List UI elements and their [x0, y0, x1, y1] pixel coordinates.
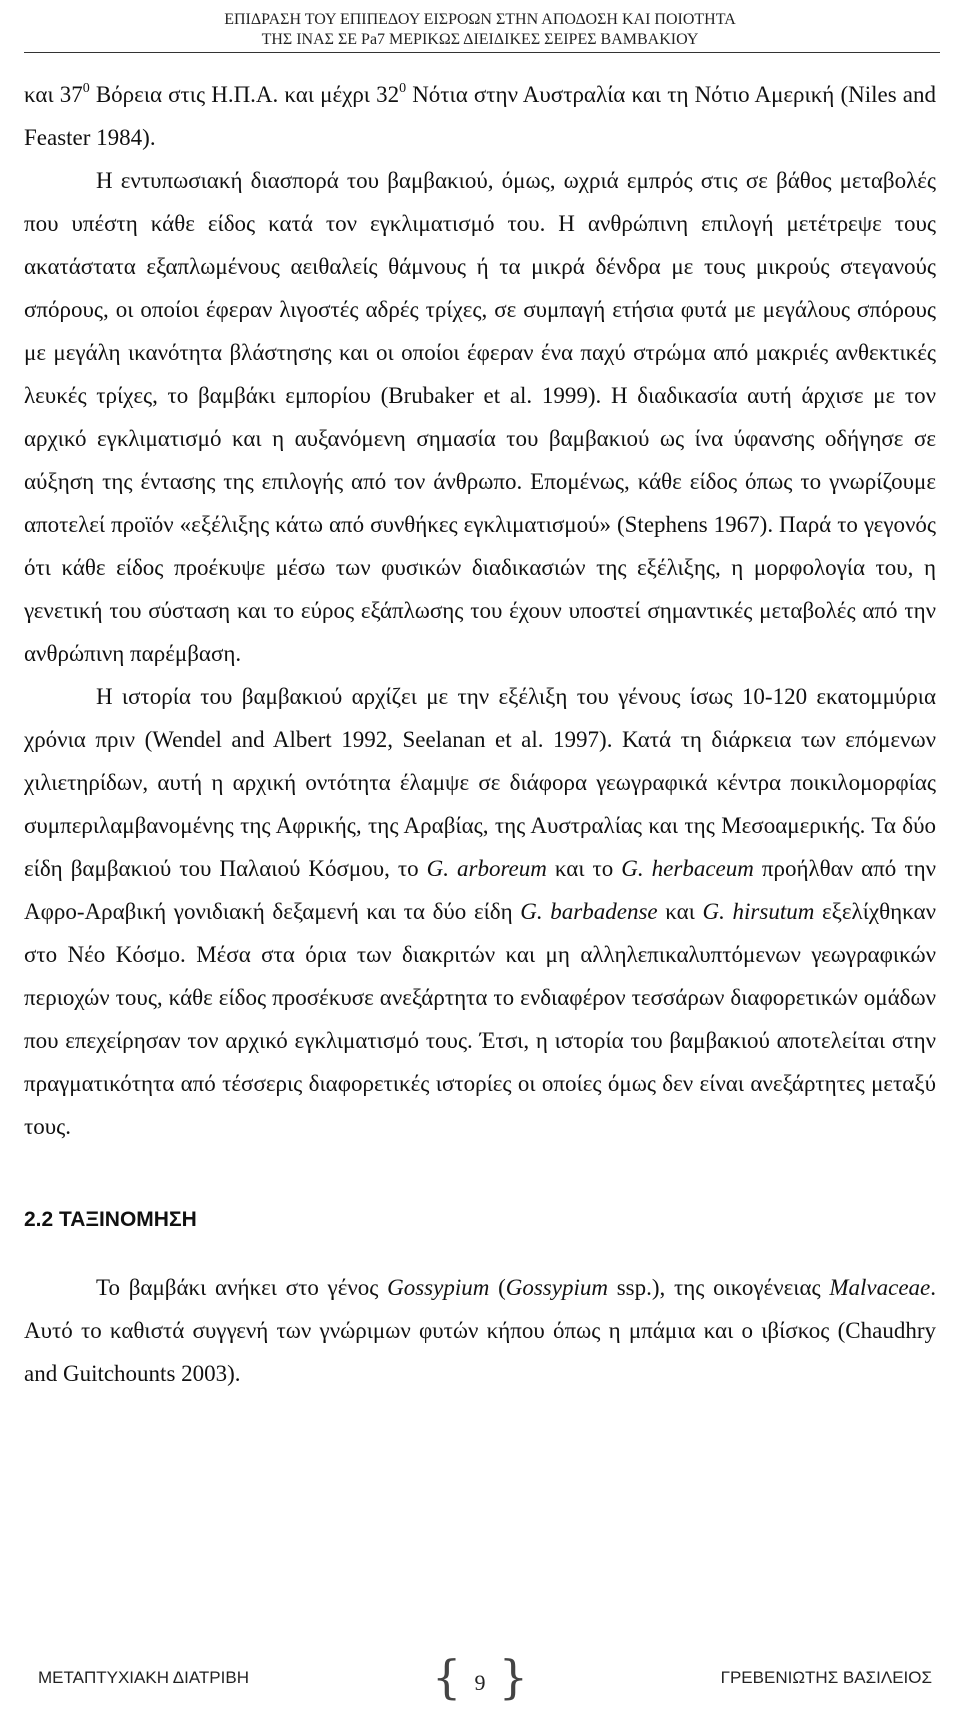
genus-name: Gossypium: [387, 1275, 490, 1300]
paragraph-4: Το βαμβάκι ανήκει στο γένος Gossypium (Gossypium ssp.), της οικογένειας Malvaceae. Αυτό το καθιστά συγγενή των γνώριμων φυτών κήπου όπως η μπάμια και ο ιβίσκος (Chaudhry and Guitchounts 2003).: [24, 1275, 936, 1386]
running-footer: [24, 1650, 940, 1704]
header-rule: [24, 52, 940, 53]
page-number-box: [432, 1650, 528, 1706]
species-name: G. barbadense: [520, 899, 658, 924]
species-name: G. hirsutum: [702, 899, 815, 924]
running-header: [0, 10, 960, 50]
superscript-degree: 0: [82, 81, 90, 96]
body-text: [24, 73, 936, 1395]
paragraph-3: Η ιστορία του βαμβακιού αρχίζει με την εξέλιξη του γένους ίσως 10-120 εκατομμύρια χρόνια πριν (Wendel and Albert 1992, Seelanan et al. 1997). Κατά τη διάρκεια των επόμενων χιλιετηρίδων, αυτή η αρχική οντότητα έλαμψε σε διάφορα γεωγραφικά κέντρα ποικιλομορφίας συμπεριλαμβανομένης της Αφρικής, της Αραβίας, της Αυστραλίας και της Μεσοαμερικής. Τα δύο είδη βαμβακιού του Παλαιού Κόσμου, το G. arboreum και το G. herbaceum προήλθαν από την Αφρο-Αραβική γονιδιακή δεξαμενή και τα δύο είδη G. barbadense και G. hirsutum εξελίχθηκαν στο Νέο Κόσμο. Μέσα στα όρια των διακριτών και μη αλληλεπικαλυπτόμενων γεωγραφικών περιοχών τους, κάθε είδος προσέκυσε ανεξάρτητα το ενδιαφέρον τεσσάρων διαφορετικών ομάδων που επεχείρησαν τον αρχικό εγκλιματισμό τους. Έτσι, η ιστορία του βαμβακιού αποτελείται στην πραγματικότητα από τέσσερις διαφορετικές ιστορίες οι οποίες όμως δεν είναι ανεξάρτητες μεταξύ τους.: [24, 684, 936, 1139]
species-name: G. herbaceum: [621, 856, 754, 881]
family-name: Malvaceae: [829, 1275, 931, 1300]
superscript-degree: 0: [399, 81, 407, 96]
paragraph-1: και $37^0$ Βόρεια στις Η.Π.Α. και μέχρι $32^0$ Νότια στην Αυστραλία και τη Νότιο Αμερική (Niles and Feaster 1984).: [24, 81, 936, 150]
species-name: G. arboreum: [426, 856, 547, 881]
footer-right-text: ΓΡΕΒΕΝΙΩΤΗΣ ΒΑΣΙΛΕΙΟΣ: [720, 1668, 932, 1687]
left-brace-icon: {: [432, 1650, 462, 1704]
footer-left-text: ΜΕΤΑΠΤΥΧΙΑΚΗ ΔΙΑΤΡΙΒΗ: [38, 1668, 249, 1687]
paragraph-2: Η εντυπωσιακή διασπορά του βαμβακιού, όμως, ωχριά εμπρός στις σε βάθος μεταβολές που υπέστη κάθε είδος κατά τον εγκλιματισμό του. Η ανθρώπινη επιλογή μετέτρεψε τους ακατάστατα εξαπλωμένους αειθαλείς θάμνους ή τα μικρά δένδρα με τους μικρούς στεγανούς σπόρους, οι οποίοι έφεραν λιγοστές αδρές τρίχες, σε συμπαγή ετήσια φυτά με μεγάλους σπόρους με μεγάλη ικανότητα βλάστησης και οι οποίοι έφεραν ένα παχύ στρώμα από μακριές ανθεκτικές λευκές τρίχες, το βαμβάκι εμπορίου (Brubaker et al. 1999). Η διαδικασία αυτή άρχισε με τον αρχικό εγκλιματισμό και η αυξανόμενη σημασία του βαμβακιού ως ίνα ύφανσης οδήγησε σε αύξηση της έντασης της επιλογής από τον άνθρωπο. Επομένως, κάθε είδος όπως το γνωρίζουμε αποτελεί προϊόν «εξέλιξης κάτω από συνθήκες εγκλιματισμού» (Stephens 1967). Παρά το γεγονός ότι κάθε είδος προέκυψε μέσω των φυσικών διαδικασιών της εξέλιξης, η μορφολογία του, η γενετική του σύσταση και το εύρος εξάπλωσης του έχουν υποστεί σημαντικές μεταβολές από την ανθρώπινη παρέμβαση.: [24, 168, 936, 666]
page-number: 9: [474, 1670, 486, 1695]
genus-name: Gossypium: [505, 1275, 608, 1300]
header-line-1: ΕΠΙΔΡΑΣΗ ΤΟΥ ΕΠΙΠΕΔΟΥ ΕΙΣΡΟΩΝ ΣΤΗΝ ΑΠΟΔΟΣΗ ΚΑΙ ΠΟΙΟΤΗΤΑ: [224, 11, 736, 28]
header-line-2: ΤΗΣ ΙΝΑΣ ΣΕ Pa7 ΜΕΡΙΚΩΣ ΔΙΕΙΔΙΚΕΣ ΣΕΙΡΕΣ ΒΑΜΒΑΚΙΟΥ: [261, 31, 699, 48]
section-heading: 2.2 ΤΑΞΙΝΟΜΗΣΗ: [24, 1208, 197, 1231]
right-brace-icon: }: [498, 1650, 528, 1704]
